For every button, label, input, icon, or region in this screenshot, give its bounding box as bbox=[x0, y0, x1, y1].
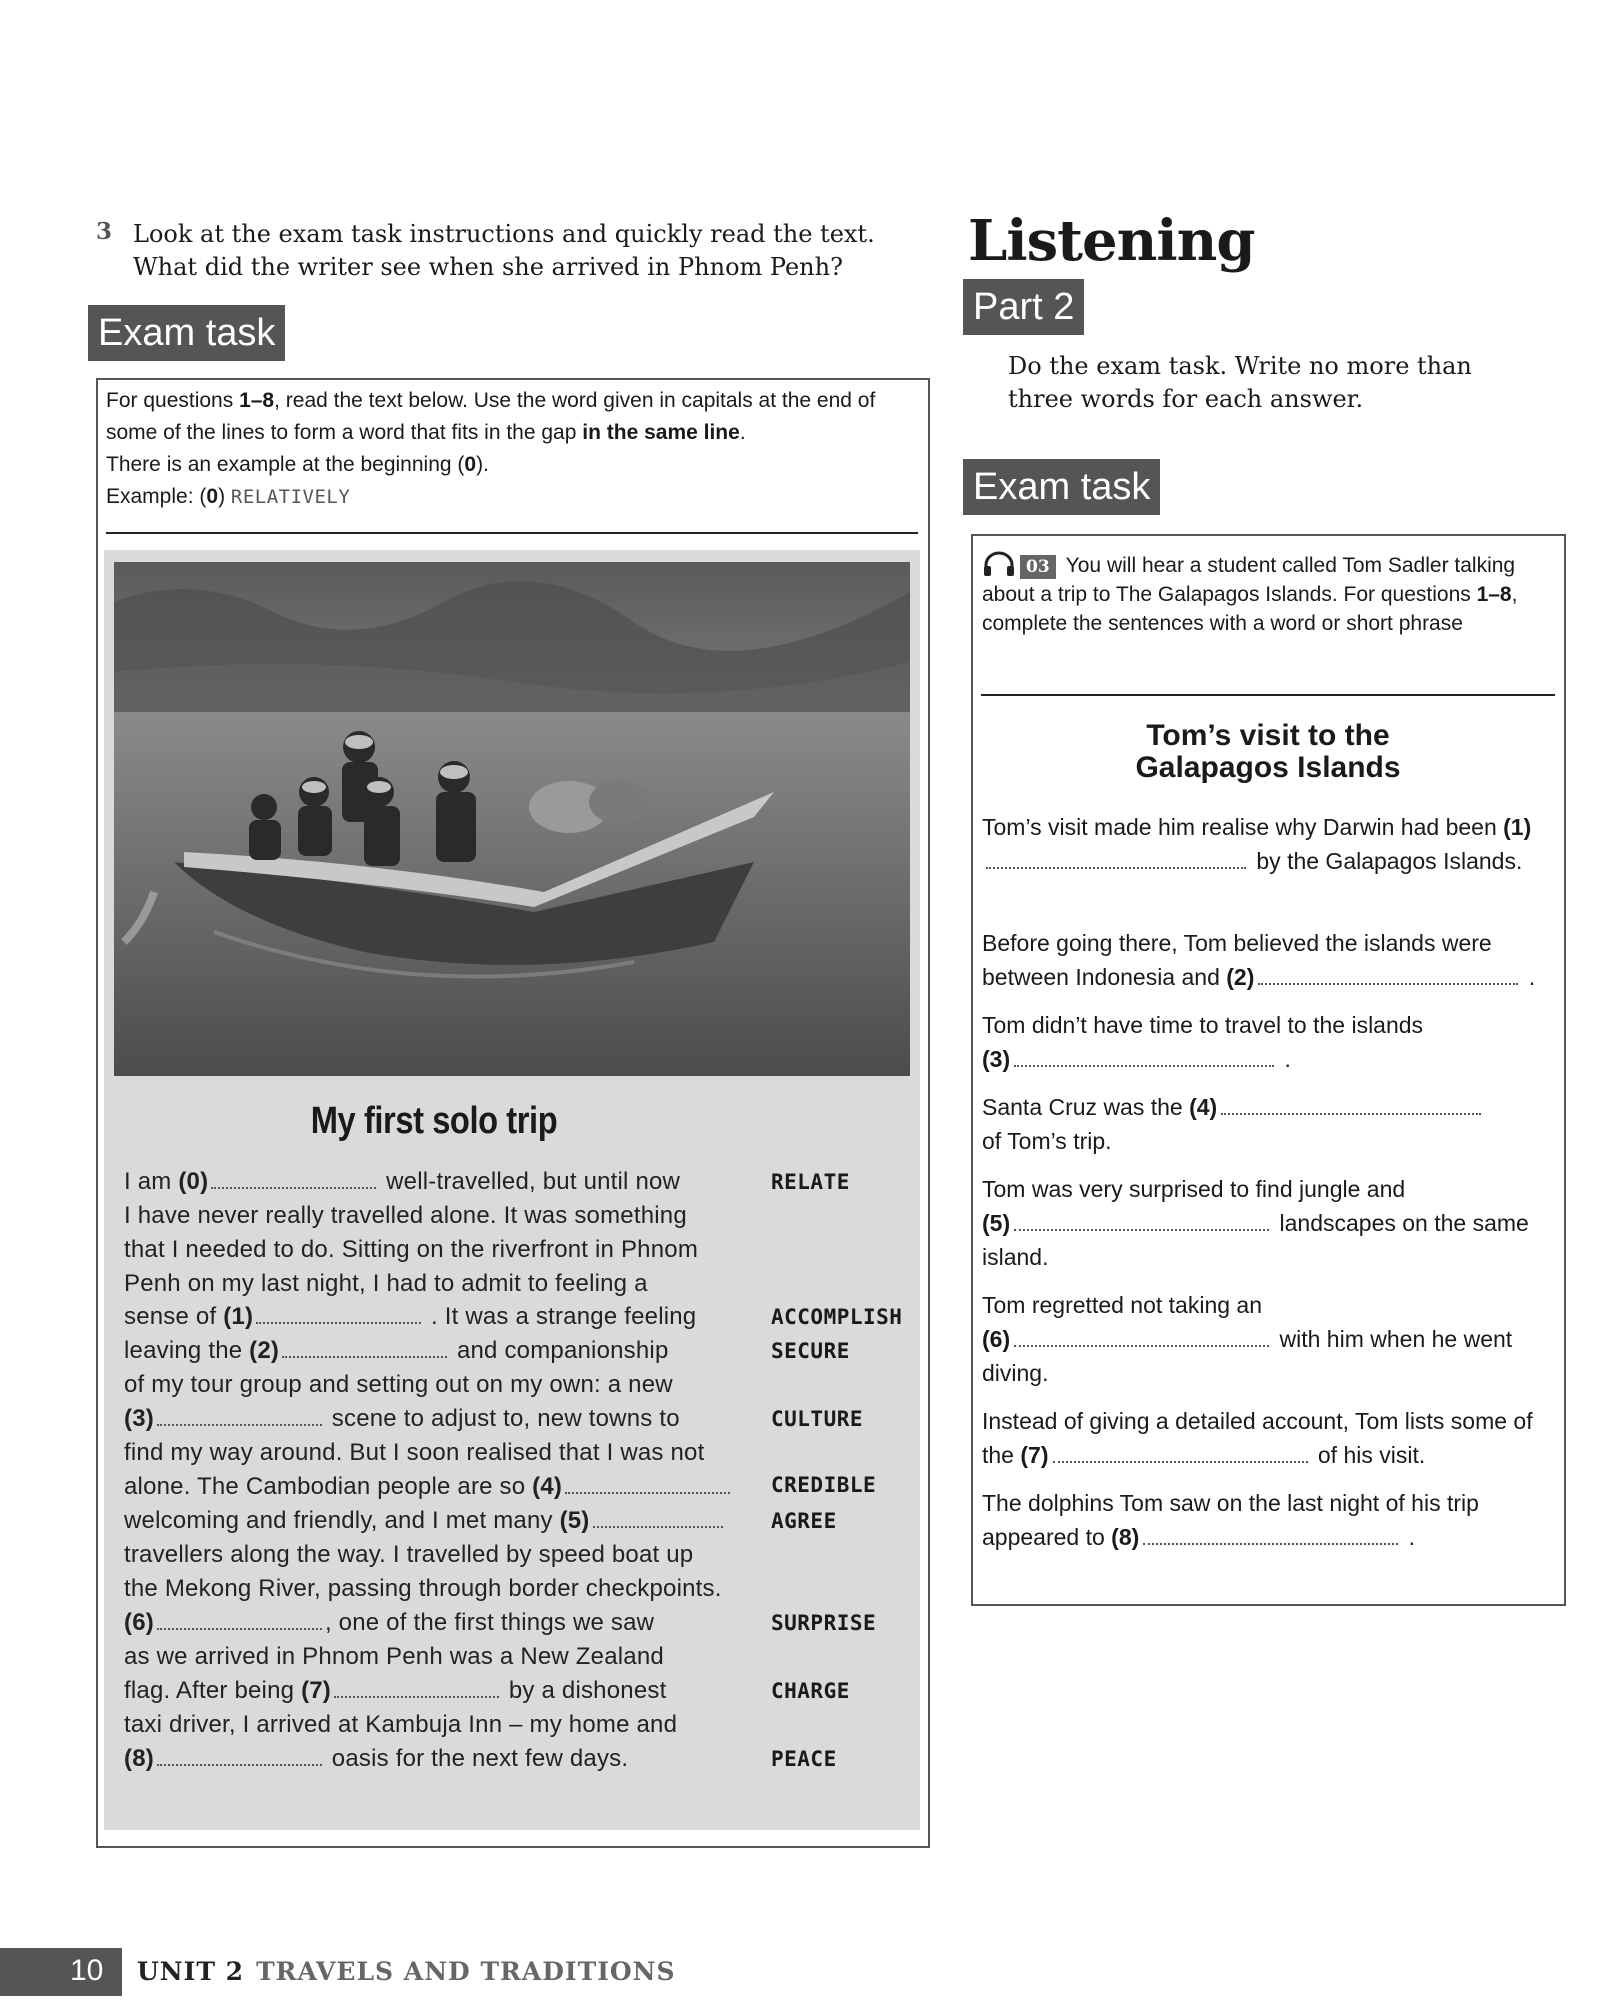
section-heading: Listening bbox=[968, 208, 1255, 274]
listening-instructions: Do the exam task. Write no more than three words for each answer. bbox=[1008, 352, 1472, 413]
story-line: I am (0) well-travelled, but until now bbox=[124, 1168, 681, 1195]
exam-instructions: For questions 1–8, read the text below. Use the word given in capitals at the end of some of the lines to form a word that fits in the gap in the same line. There is an example at the beginning (0). Example: (0) RELATIVELY bbox=[106, 389, 876, 508]
story-line: flag. After being (7) by a dishonest bbox=[124, 1677, 667, 1704]
running-footer bbox=[137, 1957, 676, 1986]
example-answer: RELATIVELY bbox=[230, 486, 351, 508]
answer-gap[interactable] bbox=[593, 1522, 723, 1528]
answer-gap[interactable] bbox=[157, 1624, 322, 1630]
story-line: find my way around. But I soon realised that I was not bbox=[124, 1439, 705, 1466]
story-line: of my tour group and setting out on my own: a new bbox=[124, 1371, 673, 1398]
answer-gap[interactable] bbox=[211, 1183, 376, 1189]
story-line: alone. The Cambodian people are so (4) bbox=[124, 1473, 733, 1501]
keyword: CULTURE bbox=[771, 1407, 864, 1431]
sentence-item: The dolphins Tom saw on the last night of his trip appeared to (8) . bbox=[982, 1490, 1479, 1550]
story-line: sense of (1) . It was a strange feeling bbox=[124, 1303, 697, 1330]
sentence-item: Tom regretted not taking an (6) with him when he went diving. bbox=[982, 1292, 1513, 1386]
story-line: (6) , one of the first things we saw bbox=[124, 1609, 655, 1636]
exam-task-tag: Exam task bbox=[963, 459, 1160, 515]
answer-gap[interactable] bbox=[986, 863, 1246, 869]
answer-gap[interactable] bbox=[1014, 1061, 1274, 1067]
example-label: Example: ( bbox=[106, 485, 207, 508]
answer-gap[interactable] bbox=[1143, 1539, 1398, 1545]
keyword: CREDIBLE bbox=[771, 1473, 877, 1497]
keyword: ACCOMPLISH bbox=[771, 1305, 903, 1329]
sentence-item: Tom didn’t have time to travel to the islands (3) . bbox=[982, 1012, 1424, 1072]
question-text: Look at the exam task instructions and quickly read the text. What did the writer see when she arrived in Phnom Penh? bbox=[133, 220, 875, 281]
answer-gap[interactable] bbox=[157, 1420, 322, 1426]
part-tag: Part 2 bbox=[963, 279, 1084, 335]
sentence-item: Tom’s visit made him realise why Darwin had been (1) by the Galapagos Islands. bbox=[982, 814, 1532, 874]
sentence-item: Santa Cruz was the (4) of Tom’s trip. bbox=[982, 1090, 1562, 1158]
story-line: that I needed to do. Sitting on the riverfront in Phnom bbox=[124, 1236, 699, 1263]
answer-gap[interactable] bbox=[334, 1692, 499, 1698]
answer-gap[interactable] bbox=[1014, 1225, 1269, 1231]
exam-task-tag: Exam task bbox=[88, 305, 285, 361]
track-number: 03 bbox=[1020, 555, 1056, 579]
answer-gap[interactable] bbox=[157, 1760, 322, 1766]
speedboat-photo bbox=[114, 562, 910, 1076]
story-line: taxi driver, I arrived at Kambuja Inn – my home and bbox=[124, 1711, 678, 1738]
unit-title: TRAVELS AND TRADITIONS bbox=[256, 1957, 676, 1986]
answer-gap[interactable] bbox=[1014, 1341, 1269, 1347]
audio-instructions: 03 You will hear a student called Tom Sadler talking about a trip to The Galapagos Islands. For questions 1–8, complete the sentences with a word or short phrase bbox=[982, 551, 1557, 638]
sentence-item: Tom was very surprised to find jungle and (5) landscapes on the same island. bbox=[982, 1176, 1529, 1270]
story-line: the Mekong River, passing through border checkpoints. bbox=[124, 1575, 722, 1602]
story-line: welcoming and friendly, and I met many (5) bbox=[124, 1507, 726, 1535]
keyword: SURPRISE bbox=[771, 1611, 877, 1635]
story-line: Penh on my last night, I had to admit to feeling a bbox=[124, 1270, 648, 1297]
headphones-icon bbox=[982, 551, 1016, 577]
story-line: leaving the (2) and companionship bbox=[124, 1337, 669, 1364]
sentence-item: Instead of giving a detailed account, Tom lists some of the (7) of his visit. bbox=[982, 1408, 1533, 1468]
task-title: Tom’s visit to the Galapagos Islands bbox=[1135, 719, 1401, 784]
answer-gap[interactable] bbox=[1221, 1109, 1481, 1115]
answer-gap[interactable] bbox=[1053, 1457, 1308, 1463]
unit-label: UNIT 2 bbox=[137, 1957, 245, 1986]
story-title: My first solo trip bbox=[310, 1100, 558, 1142]
keyword: AGREE bbox=[771, 1509, 837, 1533]
story-line: travellers along the way. I travelled by speed boat up bbox=[124, 1541, 694, 1568]
divider bbox=[981, 694, 1555, 696]
story-line: as we arrived in Phnom Penh was a New Zealand bbox=[124, 1643, 664, 1670]
keyword: CHARGE bbox=[771, 1679, 850, 1703]
answer-gap[interactable] bbox=[565, 1488, 730, 1494]
story-line: I have never really travelled alone. It was something bbox=[124, 1202, 687, 1229]
keyword: SECURE bbox=[771, 1339, 850, 1363]
answer-gap[interactable] bbox=[1258, 979, 1518, 985]
page-number-box bbox=[0, 1948, 122, 1996]
story-line: (8) oasis for the next few days. bbox=[124, 1745, 629, 1772]
speedboat-illustration bbox=[114, 562, 910, 1076]
divider bbox=[106, 532, 918, 534]
question-number: 3 bbox=[96, 218, 113, 245]
sentence-item: Before going there, Tom believed the islands were between Indonesia and (2) . bbox=[982, 930, 1536, 990]
story-line: (3) scene to adjust to, new towns to bbox=[124, 1405, 680, 1432]
answer-gap[interactable] bbox=[256, 1318, 421, 1324]
keyword: RELATE bbox=[771, 1170, 850, 1194]
page-number: 10 bbox=[70, 1954, 104, 1987]
keyword: PEACE bbox=[771, 1747, 837, 1771]
answer-gap[interactable] bbox=[282, 1352, 447, 1358]
